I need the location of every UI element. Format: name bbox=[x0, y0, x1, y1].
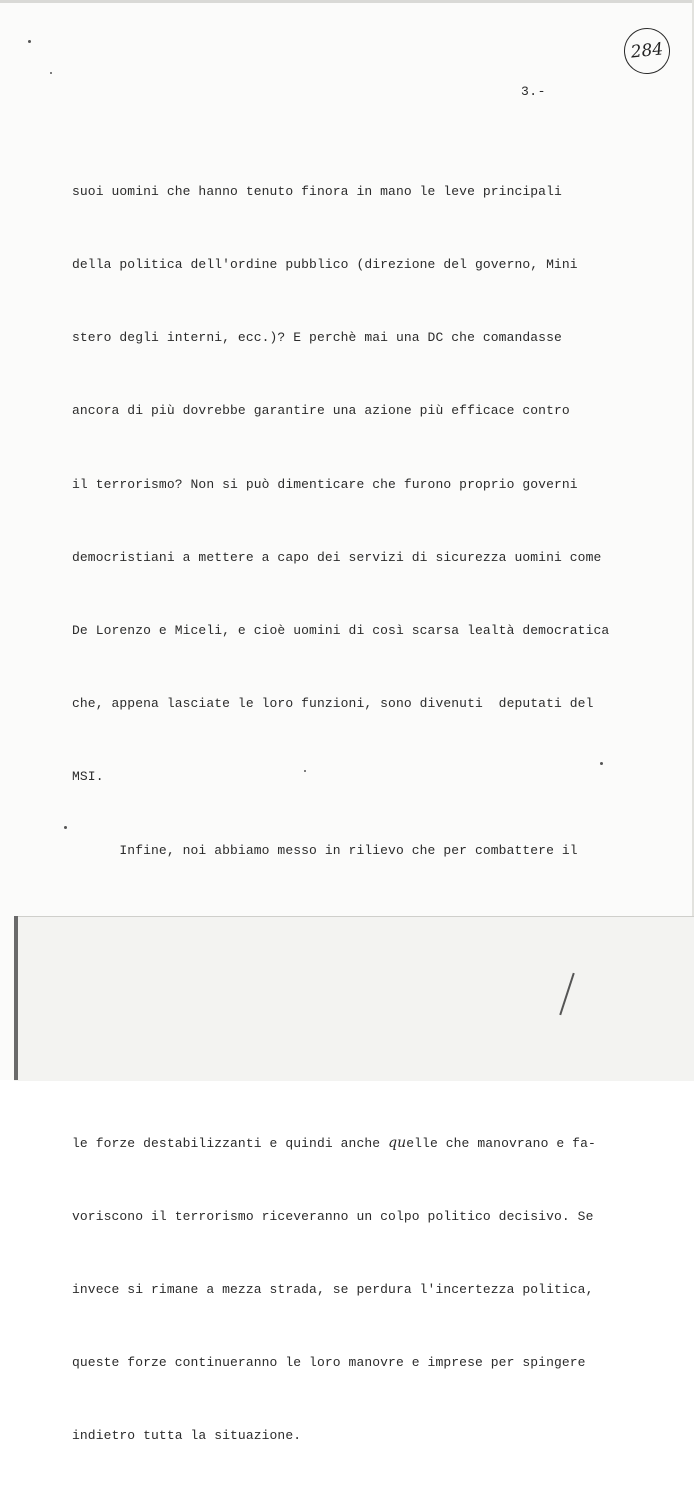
text-line: Infine, noi abbiamo messo in rilievo che per combattere il bbox=[72, 842, 578, 858]
folio-stamp bbox=[622, 26, 673, 77]
text-fragment: elle che manovrano e fa- bbox=[406, 1136, 596, 1152]
next-page-edge-shadow bbox=[14, 916, 18, 1080]
scan-speck bbox=[50, 72, 52, 74]
text-line: stero degli interni, ecc.)? E perchè mai una DC che comandasse bbox=[72, 330, 562, 346]
text-line: che, appena lasciate le loro funzioni, sono divenuti deputati del bbox=[72, 696, 594, 712]
text-line: suoi uomini che hanno tenuto finora in mano le leve principali bbox=[72, 183, 562, 199]
text-line: indietro tutta la situazione. bbox=[72, 1428, 302, 1444]
scan-speck bbox=[600, 762, 603, 765]
text-line: il terrorismo? Non si può dimenticare che furono proprio governi bbox=[72, 476, 578, 492]
text-line-with-handwriting bbox=[72, 1131, 647, 1155]
scan-speck bbox=[64, 826, 67, 829]
text-line: democristiani a mettere a capo dei servizi di sicurezza uomini come bbox=[72, 549, 602, 565]
page-edge-top bbox=[0, 0, 694, 3]
text-line: voriscono il terrorismo riceveranno un colpo politico decisivo. Se bbox=[72, 1208, 594, 1224]
text-fragment: le forze destabilizzanti e quindi anche bbox=[72, 1136, 389, 1152]
text-line: queste forze continueranno le loro manovre e imprese per spingere bbox=[72, 1355, 586, 1371]
text-line: De Lorenzo e Miceli, e cioè uomini di così scarsa lealtà democratica bbox=[72, 623, 610, 639]
page-number: 3.- bbox=[521, 84, 546, 99]
text-line: MSI. bbox=[72, 769, 104, 785]
scan-speck bbox=[28, 40, 31, 43]
folio-number: 284 bbox=[629, 39, 665, 63]
text-line: invece si rimane a mezza strada, se perdura l'incertezza politica, bbox=[72, 1281, 594, 1297]
text-line: ancora di più dovrebbe garantire una azione più efficace contro bbox=[72, 403, 570, 419]
handwritten-correction: qu bbox=[388, 1135, 407, 1152]
body-text bbox=[72, 131, 647, 1497]
scan-speck bbox=[304, 770, 306, 772]
text-line: della politica dell'ordine pubblico (direzione del governo, Mini bbox=[72, 257, 578, 273]
next-page-edge bbox=[14, 916, 694, 1081]
